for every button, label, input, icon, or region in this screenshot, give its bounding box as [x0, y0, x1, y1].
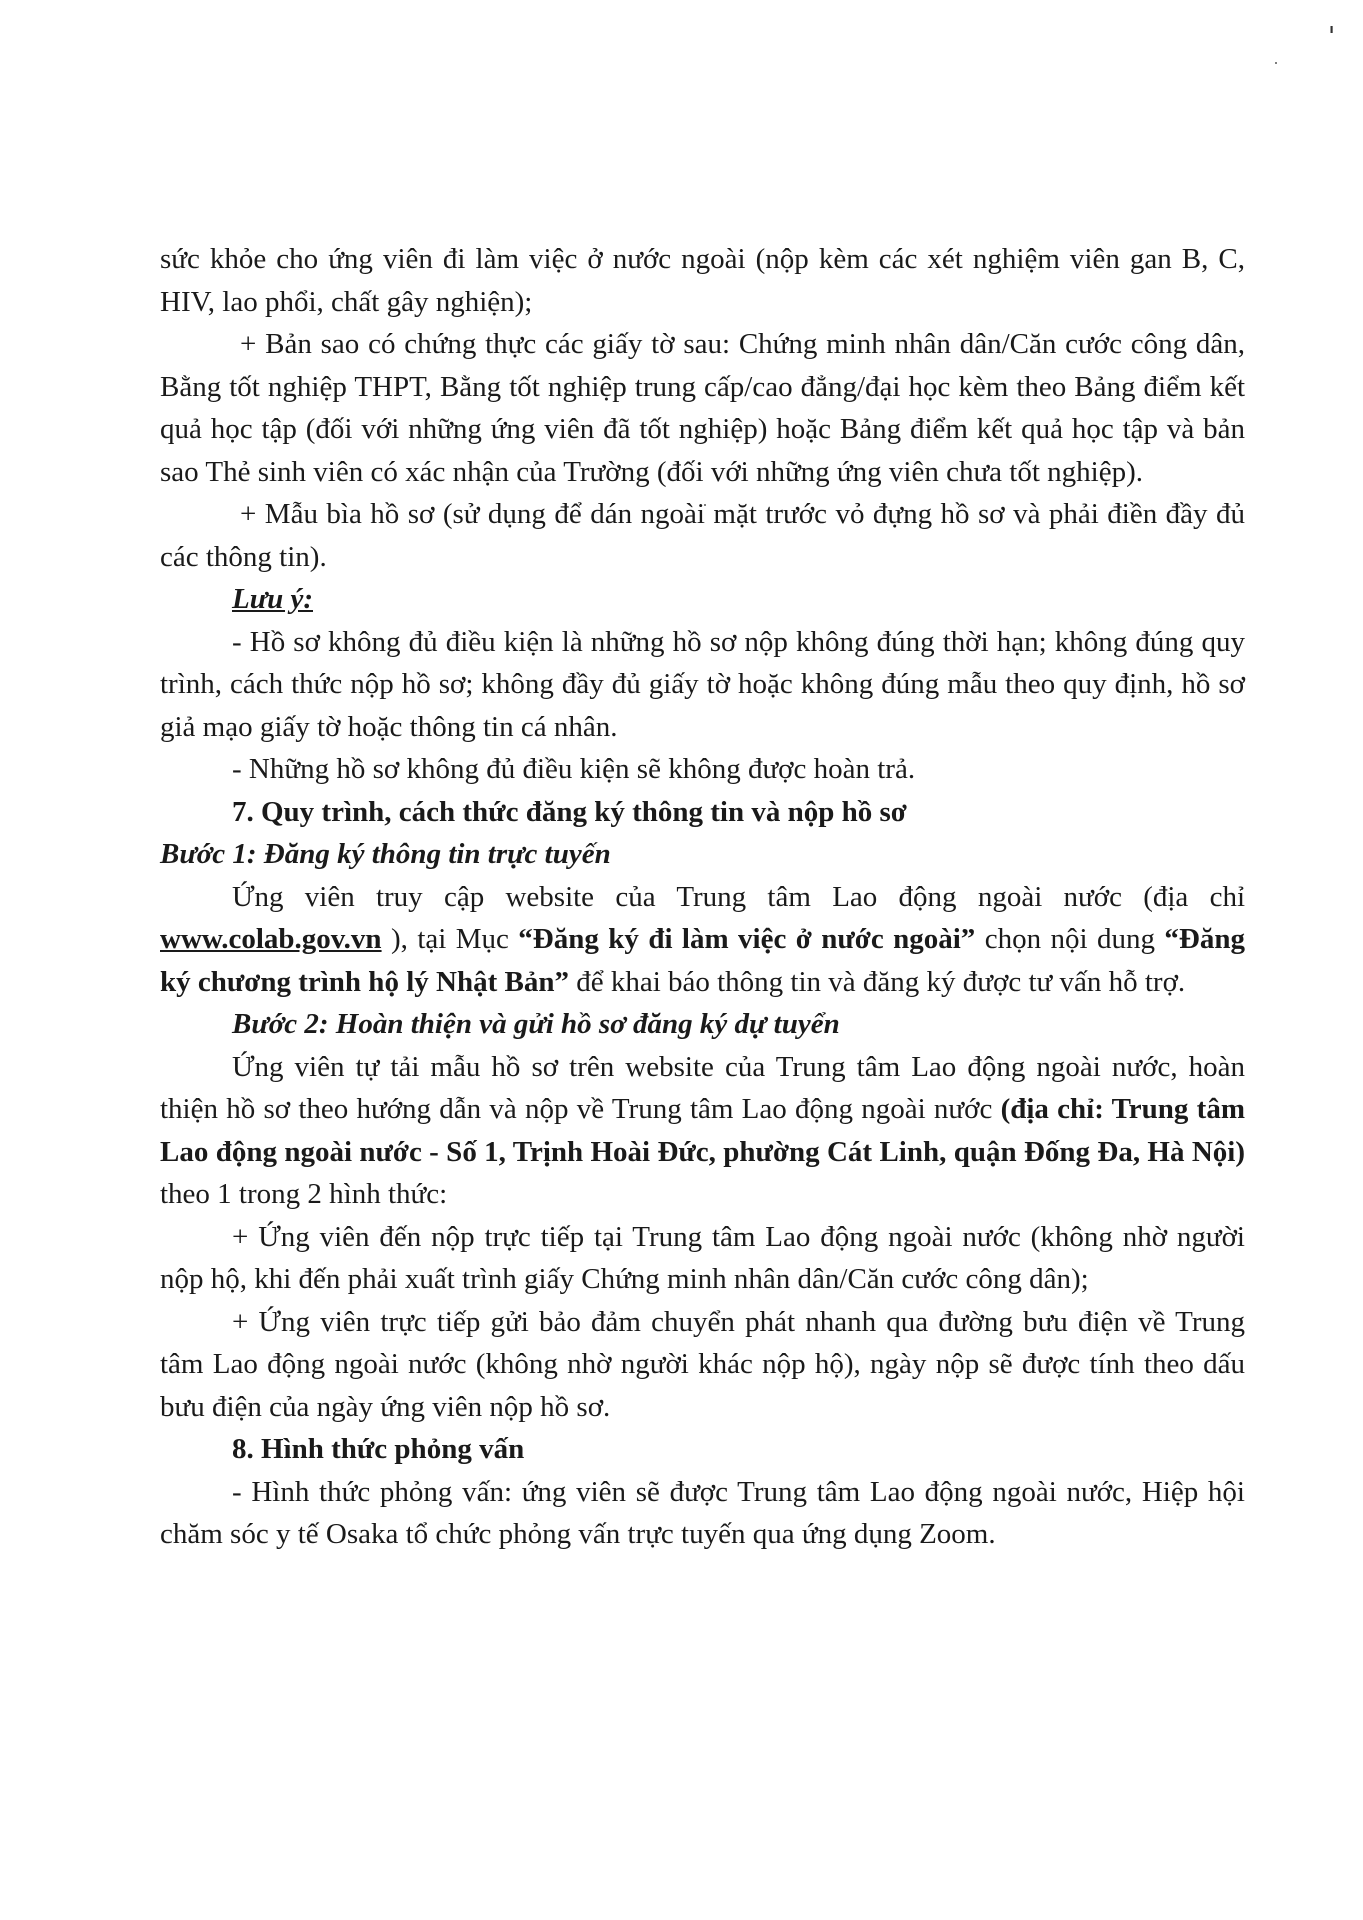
text-run: chọn nội dung	[975, 923, 1165, 955]
step-1-title: Bước 1: Đăng ký thông tin trực tuyến	[160, 838, 611, 870]
step-2-item-by-post: + Ứng viên trực tiếp gửi bảo đảm chuyển phát nhanh qua đường bưu điện về Trung tâm Lao động ngoài nước (không nhờ người khác nộp hộ), ngày nộp sẽ được tính theo dấu bưu điện của ngày ứng viên nộp hồ sơ.	[160, 1305, 1245, 1423]
paragraph-cover-form: + Mẫu bìa hồ sơ (sử dụng để dán ngoài mặt trước vỏ đựng hồ sơ và phải điền đầy đủ các thông tin).	[160, 498, 1245, 573]
scan-speck	[1275, 62, 1277, 64]
paragraph-health-cert: sức khỏe cho ứng viên đi làm việc ở nước ngoài (nộp kèm các xét nghiệm viên gan B, C, HIV, lao phổi, chất gây nghiện);	[160, 243, 1245, 318]
text-run: ), tại Mục	[381, 923, 519, 955]
section-8-heading: 8. Hình thức phỏng vấn	[232, 1433, 525, 1465]
website-link[interactable]: www.colab.gov.vn	[160, 923, 382, 955]
step-2-title: Bước 2: Hoàn thiện và gửi hồ sơ đăng ký dự tuyển	[232, 1008, 840, 1040]
note-item-invalid: - Hồ sơ không đủ điều kiện là những hồ sơ nộp không đúng thời hạn; không đúng quy trình, cách thức nộp hồ sơ; không đầy đủ giấy tờ hoặc không đúng mẫu theo quy định, hồ sơ giả mạo giấy tờ hoặc thông tin cá nhân.	[160, 625, 1245, 743]
note-item-no-return: - Những hồ sơ không đủ điều kiện sẽ không được hoàn trả.	[232, 753, 916, 785]
text-run: theo 1 trong 2 hình thức:	[160, 1178, 448, 1210]
text-run: để khai báo thông tin và đăng ký được tư vấn hỗ trợ.	[568, 965, 1186, 998]
text-run: Ứng viên truy cập website của Trung tâm Lao động ngoài nước (địa chỉ	[232, 880, 1245, 913]
step-1-body	[160, 876, 1245, 1004]
step-2-item-in-person: + Ứng viên đến nộp trực tiếp tại Trung tâm Lao động ngoài nước (không nhờ người nộp hộ, khi đến phải xuất trình giấy Chứng minh nhân dân/Căn cước công dân);	[160, 1220, 1245, 1295]
note-title: Lưu ý:	[232, 583, 313, 615]
document-body	[160, 238, 1245, 1556]
section-8-body: - Hình thức phỏng vấn: ứng viên sẽ được Trung tâm Lao động ngoài nước, Hiệp hội chăm sóc y tế Osaka tổ chức phỏng vấn trực tuyến qua ứng dụng Zoom.	[160, 1475, 1245, 1550]
scan-corner-mark: '	[1328, 22, 1336, 52]
address: (địa chỉ: Trung tâm Lao động ngoài nước - Số 1, Trịnh Hoài Đức, phường Cát Linh, quận Đống Đa, Hà Nội)	[160, 1093, 1245, 1168]
text-run: Ứng viên tự tải mẫu hồ sơ trên website của Trung tâm Lao động ngoài nước, hoàn thiện hồ sơ theo hướng dẫn và nộp về Trung tâm Lao động ngoài nước	[160, 1050, 1245, 1125]
section-7-heading: 7. Quy trình, cách thức đăng ký thông tin và nộp hồ sơ	[232, 795, 907, 828]
step-2-body	[160, 1046, 1245, 1216]
paragraph-certified-copies: + Bản sao có chứng thực các giấy tờ sau: Chứng minh nhân dân/Căn cước công dân, Bằng tốt nghiệp THPT, Bằng tốt nghiệp trung cấp/cao đẳng/đại học kèm theo Bảng điểm kết quả học tập (đối với những ứng viên đã tốt nghiệp) hoặc Bảng điểm kết quả học tập và bản sao Thẻ sinh viên có xác nhận của Trường (đối với những ứng viên chưa tốt nghiệp).	[160, 328, 1245, 488]
menu-name: “Đăng ký đi làm việc ở nước ngoài”	[518, 923, 976, 955]
program-name: “Đăng ký chương trình hộ lý Nhật Bản”	[160, 923, 1245, 998]
